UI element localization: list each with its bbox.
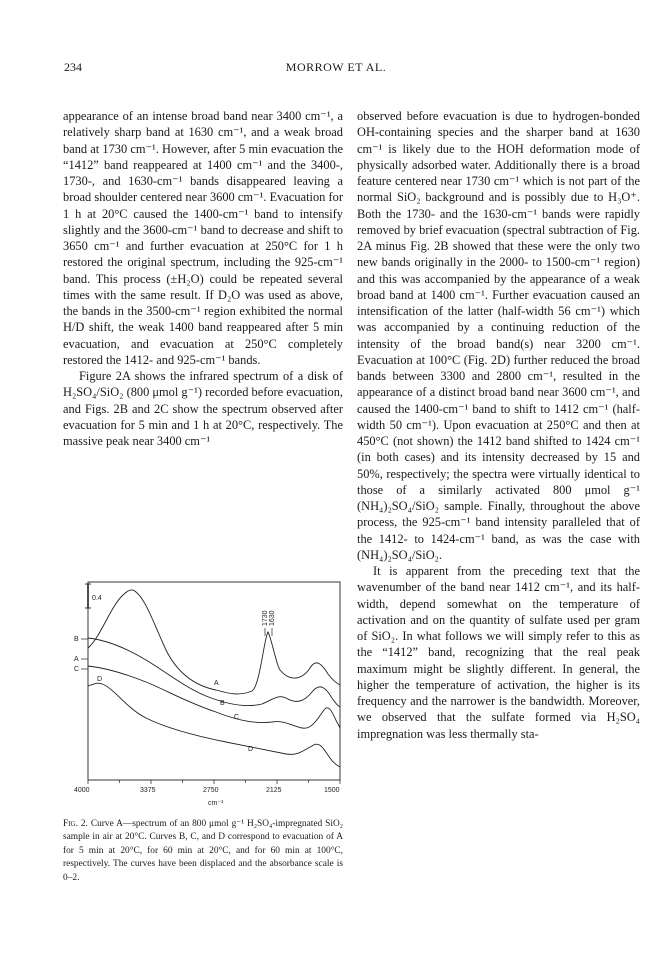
curve-label-left: C (74, 666, 80, 673)
curve-label-inline: B (220, 700, 225, 707)
curve-c (88, 666, 340, 728)
figure-caption (63, 818, 343, 885)
running-title: MORROW ET AL. (285, 60, 387, 74)
curve-label-left: A (74, 656, 79, 663)
curve-b (88, 638, 340, 707)
paragraph: appearance of an intense broad band near 3400 cm⁻¹, a relatively sharp band at 1630 cm⁻¹, and a weak broad band at 1730 cm⁻¹. However, after 5 min evacuation the “1412” band reappeared at 1400 cm⁻¹ and the 3400-, 1730-, and 1630-cm⁻¹ bands disappeared leaving a broad shoulder centered near 3600 cm⁻¹. Evacuation for 1 h at 20°C caused the 1400-cm⁻¹ band to intensify slightly and the 3600-cm⁻¹ band to decrease and shift to 3650 cm⁻¹ and further evacuation at 250°C for 1 h restored the original spectrum, including the 925-cm⁻¹ band. This process (±H₂O) could be repeated several times with the same result. If D₂O was used as above, the bands in the 3500-cm⁻¹ region exhibited the normal H/D shift, the weak 1400 band reappeared after 5 min evacuation, and evacuation at 250°C completely restored the 1412- and 925-cm⁻¹ bands. (63, 109, 343, 367)
page-number: 234 (64, 60, 82, 74)
curve-label-inline: C (234, 714, 240, 721)
x-tick-label: 1500 (324, 787, 340, 794)
x-tick-label: 4000 (74, 787, 90, 794)
x-tick-label: 3375 (140, 787, 156, 794)
peak-label: 1630 (269, 610, 276, 626)
left-column (63, 108, 343, 449)
figure-2 (66, 578, 344, 810)
curve-label-left: D (97, 676, 103, 683)
scale-label: 0.4 (92, 595, 102, 602)
ir-spectrum-plot (66, 578, 344, 810)
x-axis-ticks (88, 780, 340, 784)
x-axis-unit: cm⁻¹ (208, 800, 224, 807)
curve-label-inline: D (248, 746, 254, 753)
page-header (64, 60, 608, 80)
curve-label-left: B (74, 636, 79, 643)
paragraph: It is apparent from the preceding text that the wavenumber of the band near 1412 cm⁻¹, and its half-width, depend somewhat on the temperature of activation and on the quantity of sulfate used per gram of SiO₂. In what follows we will simply refer to this as the “1412” band, recognizing that the real peak maximum might be slightly different. In general, the higher the temperature of activation, the higher is its frequency and the narrower is the bandwidth. Moreover, we observed that the sulfate formed via H₂SO₄ impregnation was less thermally sta- (357, 564, 640, 741)
right-column (357, 108, 640, 742)
caption-text: Curve A—spectrum of an 800 μmol g⁻¹ H₂SO₄-impregnated SiO₂ sample in air at 20°C. Curves B, C, and D correspond to evacuation of A for 5 min at 20°C, for 60 min at 20°C, and for 60 min at 100°C, respectively. The curves have been displaced and the absorbance scale is 0–2. (63, 819, 343, 883)
x-tick-label: 2125 (266, 787, 282, 794)
curve-d (88, 683, 340, 767)
curve-a (88, 590, 340, 694)
peak-label: 1730 (262, 610, 269, 626)
x-tick-label: 2750 (203, 787, 219, 794)
caption-label: Fig. 2. (63, 819, 88, 829)
paragraph: observed before evacuation is due to hydrogen-bonded OH-containing species and the sharper band at 1630 cm⁻¹ is likely due to the HOH deformation mode of physically adsorbed water. Additionally there is a broad feature centered near 1730 cm⁻¹ which is not part of the normal SiO₂ background and is possibly due to H₃O⁺. Both the 1730- and the 1630-cm⁻¹ bands were rapidly removed by brief evacuation (spectral subtraction of Fig. 2A minus Fig. 2B showed that these were the only two new bands originally in the 2000- to 1500-cm⁻¹ region) and this was accompanied by the appearance of a weak broad band at 1400 cm⁻¹. Further evacuation caused an intensification of the latter (half-width 56 cm⁻¹) which was accompanied by a continuing reduction of the intensity of the broad band(s) near 3200 cm⁻¹. Evacuation at 100°C (Fig. 2D) further reduced the broad bands between 3300 and 2800 cm⁻¹, resulted in the appearance of a distinct broad band near 3600 cm⁻¹, and caused the 1400-cm⁻¹ band to shift to 1412 cm⁻¹ (half-width 50 cm⁻¹). Upon evacuation at 250°C and then at 450°C (not shown) the 1412 band shifted to 1424 cm⁻¹ (in both cases) and its intensity decreased by 15 and 50%, respectively; the spectra were virtually identical to those of a similarly activated 800 μmol g⁻¹ (NH₄)₂SO₄/SiO₂ sample. Finally, throughout the above process, the 925-cm⁻¹ band intensity paralleled that of the 1412- to 1424-cm⁻¹ band, as was the case with (NH₄)₂SO₄/SiO₂. (357, 109, 640, 562)
paragraph: Figure 2A shows the infrared spectrum of a disk of H₂SO₄/SiO₂ (800 μmol g⁻¹) recorded before evacuation, and Figs. 2B and 2C show the spectrum observed after evacuation for 5 min and 1 h at 20°C, respectively. The massive peak near 3400 cm⁻¹ (63, 369, 344, 448)
curve-label-inline: A (214, 680, 219, 687)
